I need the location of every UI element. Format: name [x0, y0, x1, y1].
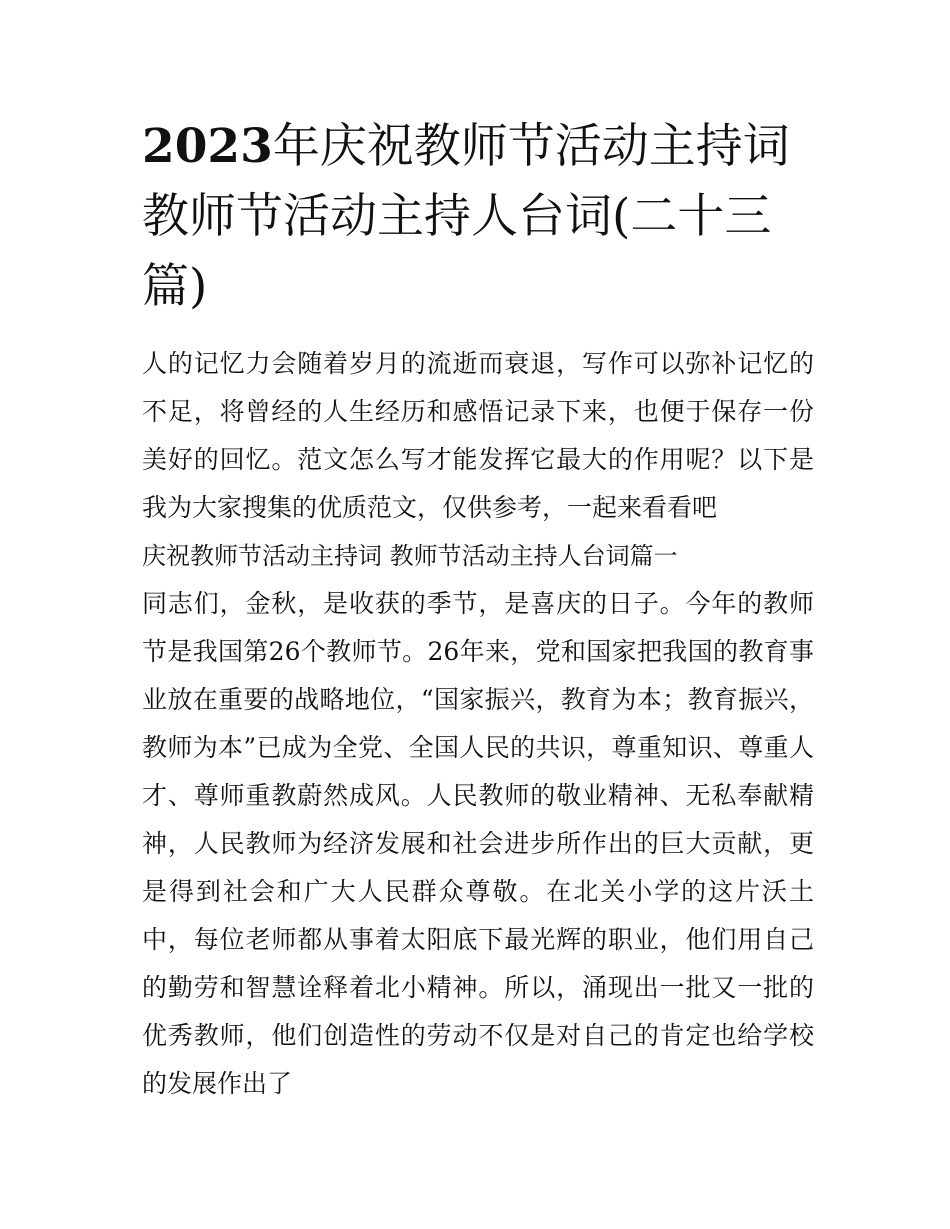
- body-paragraph: 同志们，金秋，是收获的季节，是喜庆的日子。今年的教师节是我国第26个教师节。26年来，党和国家把我国的教育事业放在重要的战略地位，“国家振兴，教育为本；教育振兴，教师为本”已成为全党、全国人民的共识，尊重知识、尊重人才、尊师重教蔚然成风。人民教师的敬业精神、无私奉献精神，人民教师为经济发展和社会进步所作出的巨大贡献，更是得到社会和广大人民群众尊敬。在北关小学的这片沃土中，每位老师都从事着太阳底下最光辉的职业，他们用自己的勤劳和智慧诠释着北小精神。所以，涌现出一批又一批的优秀教师，他们创造性的劳动不仅是对自己的肯定也给学校的发展作出了: [142, 589, 814, 1098]
- document-title: [142, 112, 814, 322]
- title-year: 2023: [142, 119, 273, 174]
- document-page: [142, 112, 814, 1108]
- title-text: 年庆祝教师节活动主持词 教师节活动主持人台词(二十三篇): [142, 119, 790, 314]
- intro-paragraph: 人的记忆力会随着岁月的流逝而衰退，写作可以弥补记忆的不足，将曾经的人生经历和感悟记录下来，也便于保存一份美好的回忆。范文怎么写才能发挥它最大的作用呢？以下是我为大家搜集的优质范文，仅供参考，一起来看看吧: [142, 349, 814, 522]
- section-heading: 庆祝教师节活动主持词 教师节活动主持人台词篇一: [142, 542, 678, 570]
